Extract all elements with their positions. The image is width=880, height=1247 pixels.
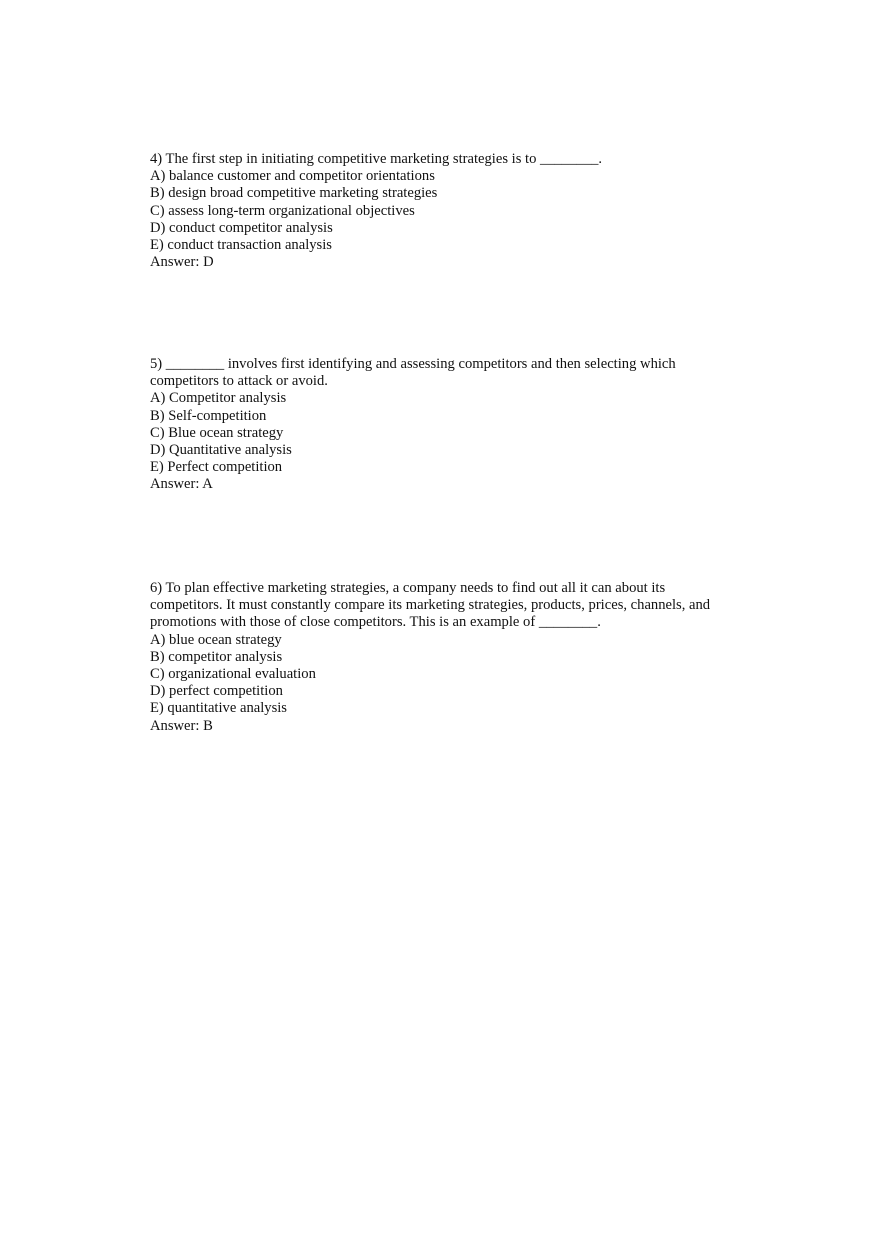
option-b: B) competitor analysis xyxy=(150,648,283,665)
stem-line: 6) To plan effective marketing strategies, a company needs to find out all it can about its xyxy=(150,580,666,596)
question-4 xyxy=(150,151,740,271)
option-c: C) organizational evaluation xyxy=(150,666,316,683)
answer-line: Answer: B xyxy=(150,717,213,734)
stem-line: promotions with those of close competitors. This is an example of ________. xyxy=(150,614,601,631)
question-stem xyxy=(150,151,740,168)
stem-line: competitors. It must constantly compare its marketing strategies, products, prices, channels, and xyxy=(150,597,711,614)
stem-line: 4) The first step in initiating competitive marketing strategies is to ________. xyxy=(150,151,603,167)
question-stem xyxy=(150,580,740,632)
option-b: B) design broad competitive marketing strategies xyxy=(150,185,438,202)
answer-line: Answer: A xyxy=(150,476,213,493)
option-c: C) Blue ocean strategy xyxy=(150,424,284,441)
option-a: A) balance customer and competitor orientations xyxy=(150,168,435,185)
option-d: D) conduct competitor analysis xyxy=(150,219,333,236)
answer-line: Answer: D xyxy=(150,254,214,271)
question-6 xyxy=(150,580,740,735)
question-5 xyxy=(150,356,740,494)
option-e: E) quantitative analysis xyxy=(150,700,287,717)
option-d: D) Quantitative analysis xyxy=(150,442,292,459)
question-stem xyxy=(150,356,740,390)
option-b: B) Self-competition xyxy=(150,407,267,424)
stem-line: 5) ________ involves first identifying and assessing competitors and then selecting which xyxy=(150,356,676,372)
option-a: A) blue ocean strategy xyxy=(150,631,282,648)
stem-line: competitors to attack or avoid. xyxy=(150,373,328,390)
option-d: D) perfect competition xyxy=(150,683,283,700)
option-e: E) conduct transaction analysis xyxy=(150,237,332,254)
option-e: E) Perfect competition xyxy=(150,459,283,476)
option-c: C) assess long-term organizational objectives xyxy=(150,202,415,219)
option-a: A) Competitor analysis xyxy=(150,390,287,407)
